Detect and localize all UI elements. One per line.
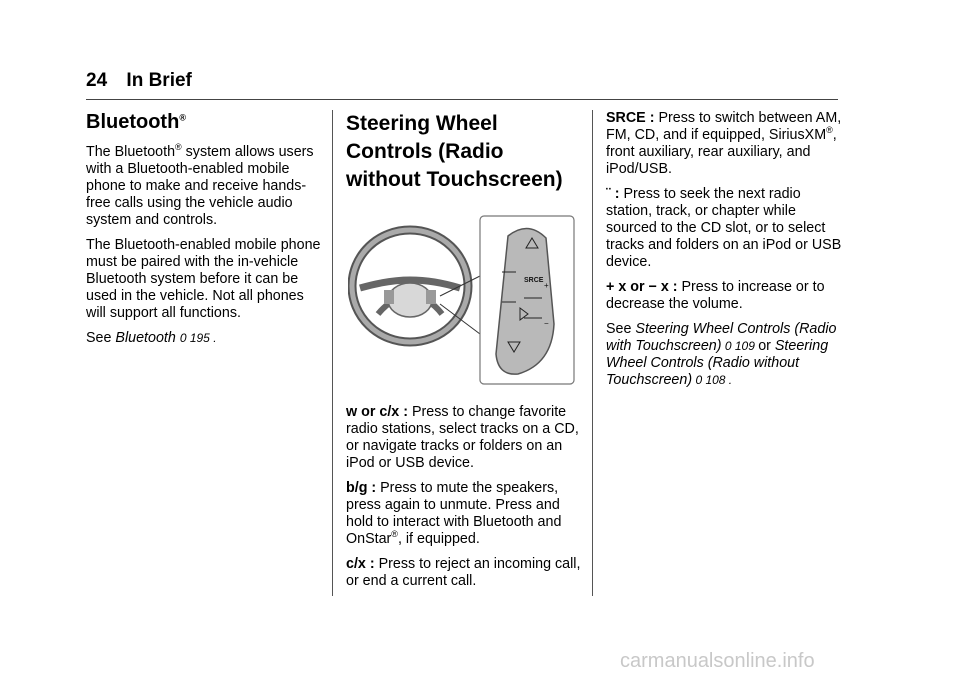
column-divider-2 xyxy=(592,110,593,596)
column-steering-controls xyxy=(346,110,582,598)
page-number: 24 xyxy=(86,70,108,91)
column-controls-continued xyxy=(606,110,844,397)
bluetooth-para-1: The Bluetooth® system allows users with a Bluetooth-enabled mobile phone to make and receive hands-free calls using the vehicle audio system and controls. xyxy=(86,142,314,228)
srce-item: SRCE : Press to switch between AM, FM, CD, and if equipped, SiriusXM®, front auxiliary, rear auxiliary, and iPod/USB. xyxy=(606,110,842,177)
bluetooth-heading: Bluetooth® xyxy=(86,111,186,133)
column-divider-1 xyxy=(332,110,333,596)
steering-heading: Steering Wheel Controls (Radio without Touchscreen) xyxy=(346,112,563,191)
page-ref-108[interactable]: 0 108 . xyxy=(692,373,733,387)
volume-item: + x or − x : Press to increase or to decrease the volume. xyxy=(606,279,825,312)
link-radio-with-touchscreen[interactable]: Steering Wheel Controls (Radio with Touchscreen) xyxy=(606,321,837,354)
mute-item: b/g : Press to mute the speakers, press again to unmute. Press and hold to interact with Bluetooth and OnStar®, if equipped. xyxy=(346,480,562,547)
page-header xyxy=(86,70,192,92)
seek-next-symbol: ¨ : xyxy=(606,186,620,202)
svg-text:−: − xyxy=(544,319,549,328)
page-ref-109[interactable]: 0 109 xyxy=(721,339,759,353)
bluetooth-page-ref[interactable]: 0 195 . xyxy=(179,331,217,345)
bluetooth-link[interactable]: Bluetooth xyxy=(115,330,176,346)
end-call-symbol: c/x : xyxy=(346,556,375,572)
reject-call-item: c/x : Press to reject an incoming call, or end a current call. xyxy=(346,556,581,589)
volume-symbol: + x or − x : xyxy=(606,279,678,295)
srce-key-label: SRCE xyxy=(524,277,544,284)
steering-wheel-figure xyxy=(348,214,576,386)
svg-text:+: + xyxy=(544,281,549,290)
seek-next-item: ¨ : Press to seek the next radio station, track, or chapter while sourced to the CD slot, or to select tracks and folders on an iPod or USB device. xyxy=(606,186,842,270)
section-title: In Brief xyxy=(126,70,192,91)
bluetooth-see-ref: See Bluetooth 0 195 . xyxy=(86,330,217,346)
bluetooth-para-2: The Bluetooth-enabled mobile phone must be paired with the in-vehicle Bluetooth system before it can be used in the vehicle. Not all phones will support all functions. xyxy=(86,237,321,321)
srce-label: SRCE : xyxy=(606,110,655,126)
favorite-seek-symbol: w or c/x : xyxy=(346,404,408,420)
seek-favorite-item: w or c/x : Press to change favorite radio stations, select tracks on a CD, or navigate tracks or folders on an iPod or USB device. xyxy=(346,404,579,471)
link-radio-without-touchscreen[interactable]: Steering Wheel Controls (Radio without Touchscreen) xyxy=(606,338,829,388)
steering-wheel-illustration xyxy=(348,214,576,386)
see-also-ref: See Steering Wheel Controls (Radio with Touchscreen) 0 109 or Steering Wheel Controls (Radio without Touchscreen) 0 108 . xyxy=(606,321,837,388)
header-rule xyxy=(86,99,838,100)
watermark: carmanualsonline.info xyxy=(620,650,815,672)
column-bluetooth xyxy=(86,110,322,355)
mute-symbol: b/g : xyxy=(346,480,377,496)
